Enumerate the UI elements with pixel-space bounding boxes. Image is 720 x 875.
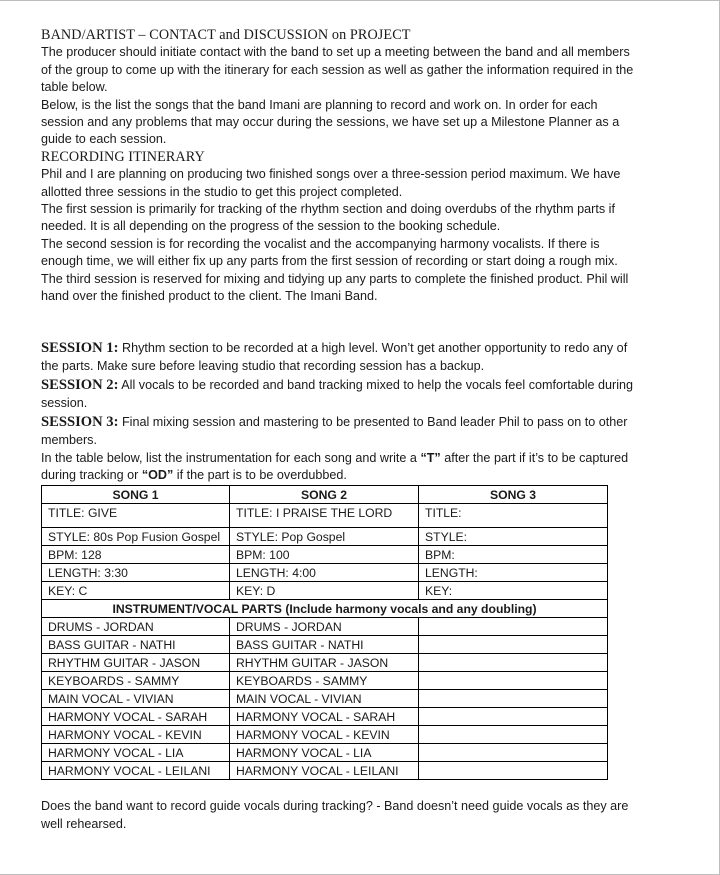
song-2-length: LENGTH: 4:00 xyxy=(230,564,419,582)
table-row xyxy=(42,618,608,636)
song-3-length: LENGTH: xyxy=(419,564,608,582)
song-2-part: RHYTHM GUITAR - JASON xyxy=(230,654,419,672)
song-2-title: TITLE: I PRAISE THE LORD xyxy=(230,504,419,528)
table-row xyxy=(42,672,608,690)
song-3-part xyxy=(419,708,608,726)
table-row xyxy=(42,690,608,708)
table-row xyxy=(42,654,608,672)
song-2-key: KEY: D xyxy=(230,582,419,600)
song-2-part: HARMONY VOCAL - LEILANI xyxy=(230,762,419,780)
page-title: BAND/ARTIST – CONTACT and DISCUSSION on PROJECT xyxy=(41,27,411,43)
instruction-text: In the table below, list the instrumentation for each song and write a xyxy=(41,450,421,465)
song-table xyxy=(41,485,608,780)
itinerary-paragraph: The second session is for recording the vocalist and the accompanying harmony vocalists. If there is enough time, we will either fix up any parts from the first session of recording or start doing a rough mix. xyxy=(41,236,618,269)
song-3-part xyxy=(419,654,608,672)
session-1-note xyxy=(41,339,641,376)
song-3-header: SONG 3 xyxy=(419,486,608,504)
song-1-key: KEY: C xyxy=(42,582,230,600)
song-2-part: KEYBOARDS - SAMMY xyxy=(230,672,419,690)
instruction-od-marker: “OD” xyxy=(141,467,174,482)
song-1-part: HARMONY VOCAL - LEILANI xyxy=(42,762,230,780)
song-1-part: HARMONY VOCAL - SARAH xyxy=(42,708,230,726)
table-header-row xyxy=(42,486,608,504)
guide-vocals-question: Does the band want to record guide vocals during tracking? - Band doesn’t need guide vocals as they are well rehearsed. xyxy=(41,799,629,831)
song-3-title: TITLE: xyxy=(419,504,608,528)
table-row xyxy=(42,744,608,762)
instruction-text: if the part is to be overdubbed. xyxy=(173,467,347,482)
song-2-part: DRUMS - JORDAN xyxy=(230,618,419,636)
table-row xyxy=(42,762,608,780)
page-top-border xyxy=(0,0,720,1)
bpm-row xyxy=(42,546,608,564)
song-1-part: MAIN VOCAL - VIVIAN xyxy=(42,690,230,708)
title-row xyxy=(42,504,608,528)
session-2-note xyxy=(41,376,641,413)
itinerary-paragraph: The third session is reserved for mixing and tidying up any parts to complete the finished product. Phil will hand over the finished product to the client. The Imani Band. xyxy=(41,271,629,304)
song-1-part: DRUMS - JORDAN xyxy=(42,618,230,636)
song-1-part: BASS GUITAR - NATHI xyxy=(42,636,230,654)
song-2-part: MAIN VOCAL - VIVIAN xyxy=(230,690,419,708)
itinerary-paragraph: The first session is primarily for tracking of the rhythm section and doing overdubs of the rhythm parts if needed. It is all depending on the progress of the session to the booking schedule. xyxy=(41,202,615,234)
song-1-title: TITLE: GIVE xyxy=(42,504,230,528)
table-row xyxy=(42,726,608,744)
key-row xyxy=(42,582,608,600)
session-1-label: SESSION 1: xyxy=(41,339,119,356)
song-1-part: RHYTHM GUITAR - JASON xyxy=(42,654,230,672)
intro-paragraph: Below, is the list the songs that the band Imani are planning to record and work on. In order for each session and any problems that may occur during the sessions, we have set up a Milestone Planner as a guide to each session. xyxy=(41,97,620,147)
table-instruction xyxy=(41,450,641,485)
song-3-part xyxy=(419,690,608,708)
song-2-part: BASS GUITAR - NATHI xyxy=(230,636,419,654)
song-2-part: HARMONY VOCAL - KEVIN xyxy=(230,726,419,744)
song-3-part xyxy=(419,762,608,780)
song-1-length: LENGTH: 3:30 xyxy=(42,564,230,582)
song-2-part: HARMONY VOCAL - SARAH xyxy=(230,708,419,726)
song-2-header: SONG 2 xyxy=(230,486,419,504)
song-2-bpm: BPM: 100 xyxy=(230,546,419,564)
song-1-part: KEYBOARDS - SAMMY xyxy=(42,672,230,690)
song-3-part xyxy=(419,672,608,690)
song-1-part: HARMONY VOCAL - LIA xyxy=(42,744,230,762)
length-row xyxy=(42,564,608,582)
song-3-style: STYLE: xyxy=(419,528,608,546)
table-row xyxy=(42,708,608,726)
song-2-part: HARMONY VOCAL - LIA xyxy=(230,744,419,762)
session-1-text: Rhythm section to be recorded at a high level. Won’t get another opportunity to redo any of the parts. Make sure before leaving studio that recording session has a backup. xyxy=(41,340,628,373)
session-3-text: Final mixing session and mastering to be presented to Band leader Phil to pass on to other members. xyxy=(41,414,628,447)
song-1-part: HARMONY VOCAL - KEVIN xyxy=(42,726,230,744)
song-3-bpm: BPM: xyxy=(419,546,608,564)
intro-paragraph: The producer should initiate contact with the band to set up a meeting between the band and all members of the group to come up with the itinerary for each session as well as gather the information required in the table below. xyxy=(41,45,634,95)
section-gap xyxy=(41,306,641,339)
instruction-text: after the part if it’s to be captured during tracking or xyxy=(41,450,629,482)
itinerary-paragraph: Phil and I are planning on producing two finished songs over a three-session period maximum. We have allotted three sessions in the studio to get this project completed. xyxy=(41,167,621,199)
song-1-style: STYLE: 80s Pop Fusion Gospel xyxy=(42,528,230,546)
song-3-part xyxy=(419,726,608,744)
song-1-header: SONG 1 xyxy=(42,486,230,504)
song-2-style: STYLE: Pop Gospel xyxy=(230,528,419,546)
parts-heading-row xyxy=(42,600,608,618)
song-3-part xyxy=(419,618,608,636)
instruction-t-marker: “T” xyxy=(420,450,441,465)
song-3-key: KEY: xyxy=(419,582,608,600)
song-3-part xyxy=(419,636,608,654)
song-1-bpm: BPM: 128 xyxy=(42,546,230,564)
session-3-label: SESSION 3: xyxy=(41,413,119,430)
song-3-part xyxy=(419,744,608,762)
style-row xyxy=(42,528,608,546)
session-2-label: SESSION 2: xyxy=(41,376,119,393)
table-row xyxy=(42,636,608,654)
document-body xyxy=(41,27,641,833)
session-2-text: All vocals to be recorded and band tracking mixed to help the vocals feel comfortable during session. xyxy=(41,377,634,410)
itinerary-heading: RECORDING ITINERARY xyxy=(41,148,205,165)
session-3-note xyxy=(41,413,641,450)
parts-heading: INSTRUMENT/VOCAL PARTS (Include harmony vocals and any doubling) xyxy=(42,600,608,618)
